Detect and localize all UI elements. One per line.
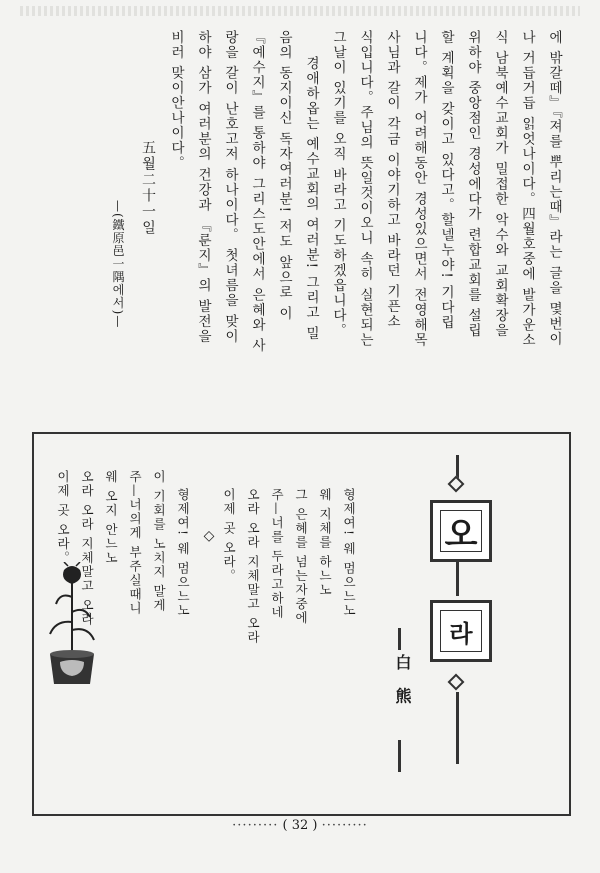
poem-title-char-box bbox=[430, 600, 492, 662]
title-rule-bottom bbox=[456, 692, 459, 764]
letter-column: 사님과 갈이 각금 이야기하고 바라던 기픈소 bbox=[384, 30, 400, 329]
poem-line: 형제여! 웨 멈으느노 bbox=[175, 488, 191, 618]
poem-line: 이제 곳 오라。 bbox=[55, 470, 71, 565]
page-number bbox=[0, 818, 600, 833]
poem-line: 웨 지체를 하느노 bbox=[317, 488, 333, 597]
letter-column: 그날이 있기를 오직 바라고 기도하겠읍니다。 bbox=[330, 30, 346, 339]
letter-column: 나 거듭거듭 읽엇나이다。四월호중에 발가운소 bbox=[519, 30, 535, 348]
poem-title-char-box bbox=[430, 500, 492, 562]
letter-column: 비러 맞이안나이다。 bbox=[168, 30, 184, 171]
letter-column: 랑을 갈이 난호고저 하나이다。 첫녀름을 맞이 bbox=[222, 30, 238, 344]
letter-column: 니다。제가 어려해동안 경성있으면서 전영해목 bbox=[411, 30, 427, 348]
poem-line: 주—너의게 부주실때니 bbox=[127, 470, 143, 616]
letter-column: 할 계획을 갖이고 있다고。할넬누야! 기다립 bbox=[438, 30, 454, 331]
page-number-dots-right: ········· bbox=[321, 818, 368, 833]
letter-column: 음의 동지이신 독자여러분! 저도 앞으로 이 bbox=[276, 30, 292, 321]
poem-title-char: 오 bbox=[440, 510, 482, 552]
poem-author: 白 熊 bbox=[393, 654, 412, 710]
letter-column: 위하야 중앙점인 경성에다가 련합교회를 설립 bbox=[465, 30, 481, 339]
letter-text-block bbox=[150, 30, 560, 485]
page-top-edge bbox=[20, 6, 580, 16]
poem-line: 오라 오라 지체말고 오라 bbox=[245, 488, 261, 645]
letter-column: 에 밖갈떼』『져를 뿌리는때』라는 글을 몇번이 bbox=[546, 30, 562, 347]
poem-line: 웨 오지 안느노 bbox=[103, 470, 119, 565]
page-number-value: ( 32 ) bbox=[282, 818, 318, 833]
poem-line: 형제여! 웨 멈으느노 bbox=[341, 488, 357, 618]
letter-column: 식입니다。주님의 뜻일것이오니 속히 실현되는 bbox=[357, 30, 373, 348]
author-rule-top bbox=[398, 628, 401, 650]
letter-source: —(鐵原邑一隅에서)— bbox=[111, 200, 125, 329]
poem-line: 이제 곳 오라。 bbox=[221, 488, 237, 583]
poem-line: 그 은혜를 넘는자중에 bbox=[293, 488, 309, 625]
poem-line: 이 기회를 노치지 말게 bbox=[151, 470, 167, 613]
letter-column: 하야 삼가 여러분의 건강과 『룬지』의 발전을 bbox=[195, 30, 211, 344]
letter-column: 식 남북예수교회가 밀접한 악수와 교회확장을 bbox=[492, 30, 508, 339]
poem-line: 오라 오라 지체말고 오라 bbox=[79, 470, 95, 627]
title-rule-mid bbox=[456, 560, 459, 596]
letter-date: 五월二十一일 bbox=[140, 140, 156, 236]
author-rule-bottom bbox=[398, 740, 401, 772]
diamond-separator: ◇ bbox=[201, 528, 217, 546]
letter-column: 『예수지』를 통하야 그리스도안에서 은혜와 사 bbox=[249, 30, 265, 354]
poem-title-char: 라 bbox=[440, 610, 482, 652]
poem-line: 주—너를 두라고하네 bbox=[269, 488, 285, 620]
letter-column: 경애하옵는 예수교회의 여러분! 그리고 밀 bbox=[303, 56, 319, 342]
page-number-dots-left: ········· bbox=[232, 818, 279, 833]
